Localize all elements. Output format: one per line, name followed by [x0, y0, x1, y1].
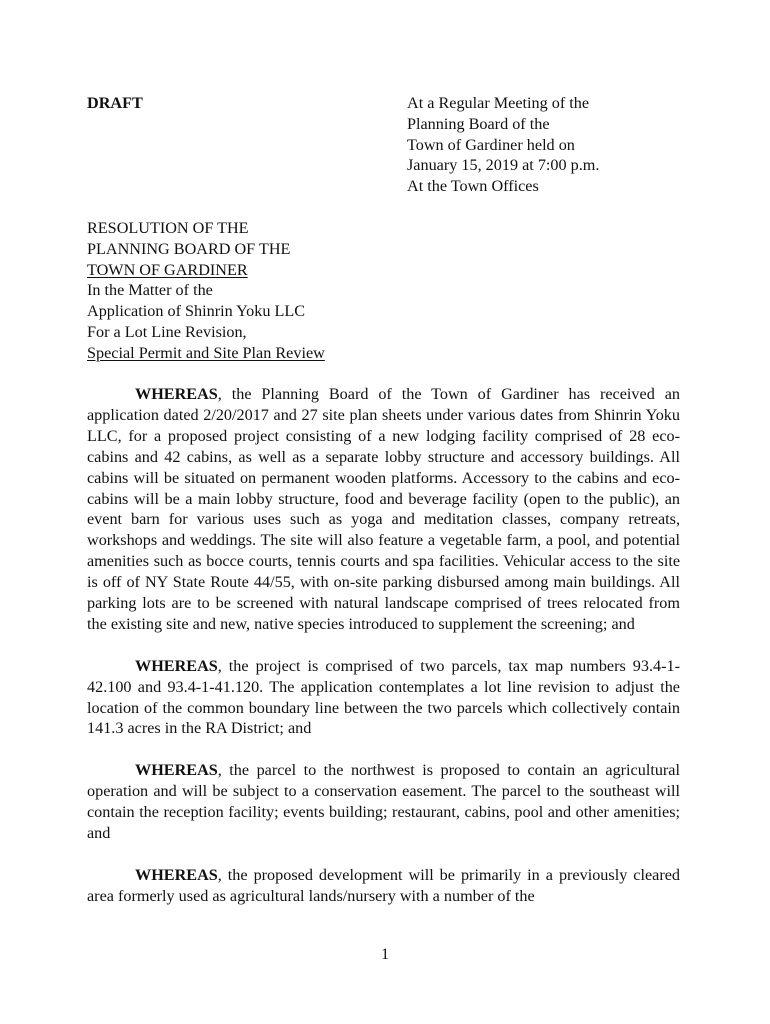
caption-line: Application of Shinrin Yoku LLC [87, 302, 306, 321]
caption-line-underlined: TOWN OF GARDINER [87, 260, 248, 279]
page-number: 1 [380, 945, 390, 963]
paragraph-text: , the parcel to the northwest is proposed to contain an agricultural operation and will be subject to a conservation easement. The parcel to the southeast will contain the reception facility; events building; restaurant, cabins, pool and other amenities; and [87, 761, 680, 842]
paragraph-text: , the proposed development will be primarily in a previously cleared area formerly used as agricultural lands/nursery with a number of the [87, 865, 680, 905]
meeting-line: Planning Board of the [407, 114, 550, 133]
meeting-line: At the Town Offices [407, 177, 539, 196]
whereas-lead: WHEREAS [135, 656, 218, 675]
caption-line: PLANNING BOARD OF THE [87, 239, 291, 258]
whereas-lead: WHEREAS [135, 865, 218, 884]
caption-line: In the Matter of the [87, 281, 213, 300]
whereas-paragraph [87, 760, 680, 844]
draft-label: DRAFT [87, 94, 143, 112]
whereas-lead: WHEREAS [135, 385, 218, 403]
resolution-body [87, 384, 680, 928]
meeting-line: January 15, 2019 at 7:00 p.m. [407, 156, 600, 175]
caption-line-underlined: Special Permit and Site Plan Review [87, 343, 325, 362]
caption-line: RESOLUTION OF THE [87, 219, 249, 237]
whereas-paragraph [87, 384, 680, 635]
resolution-caption [87, 218, 325, 364]
meeting-line: Town of Gardiner held on [407, 135, 575, 154]
paragraph-text: , the project is comprised of two parcels, tax map numbers 93.4-1-42.100 and 93.4-1-41.120. The application contemplates a lot line revision to adjust the location of the common boundary line between the two parcels which collectively contain 141.3 acres in the RA District; and [87, 656, 680, 738]
meeting-line: At a Regular Meeting of the [407, 94, 590, 112]
meeting-info [407, 93, 599, 197]
caption-line: For a Lot Line Revision, [87, 322, 247, 341]
whereas-lead: WHEREAS [135, 761, 218, 780]
whereas-paragraph [87, 656, 680, 740]
paragraph-text: , the Planning Board of the Town of Gardiner has received an application dated 2/20/2017 and 27 site plan sheets under various dates from Shinrin Yoku LLC, for a proposed project consisting of a new lodging facility comprised of 28 eco-cabins and 42 cabins, as well as a separate lobby structure and accessory buildings. All cabins will be situated on permanent wooden platforms. Accessory to the cabins and eco-cabins will be a main lobby structure, food and beverage facility (open to the public), an event barn for various uses such as yoga and meditation classes, company retreats, workshops and weddings. The site will also feature a vegetable farm, a pool, and potential amenities such as bocce courts, tennis courts and spa facilities. Vehicular access to the site is off of NY State Route 44/55, with on-site parking disbursed among main buildings. All parking lots are to be screened with natural landscape comprised of trees relocated from the existing site and new, native species introduced to supplement the screening; and [87, 385, 680, 633]
whereas-paragraph [87, 865, 680, 907]
